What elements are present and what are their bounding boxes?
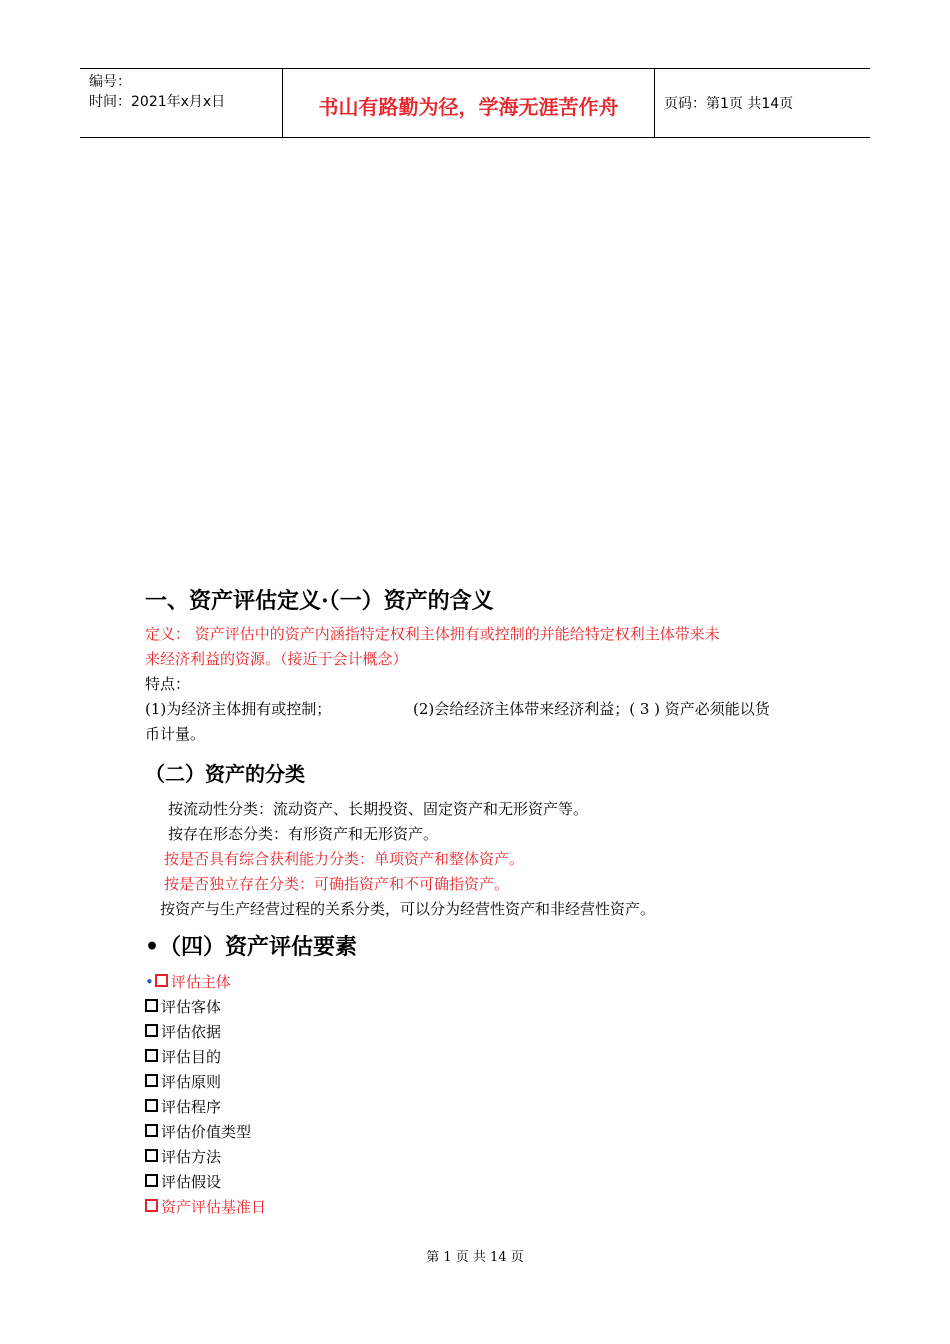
checkbox-square-icon <box>145 1049 158 1062</box>
element-item <box>145 1121 251 1142</box>
header-meta-cell <box>80 69 283 137</box>
element-label: 评估价值类型 <box>161 1123 252 1141</box>
element-item <box>145 971 231 992</box>
classification-item: 按流动性分类：流动资产、长期投资、固定资产和无形资产等。 <box>168 800 589 818</box>
feature-line-1b: (2)会给经济主体带来经济利益；( 3 ) 资产必须能以货 <box>413 700 770 718</box>
element-item <box>145 1171 221 1192</box>
element-label: 评估客体 <box>161 998 222 1016</box>
element-item <box>145 996 221 1017</box>
element-item <box>145 1146 221 1167</box>
feature-line-1a: (1)为经济主体拥有或控制； <box>145 700 332 718</box>
checkbox-square-icon <box>155 974 168 987</box>
bullet-icon: • <box>145 973 154 991</box>
element-label: 评估假设 <box>161 1173 222 1191</box>
checkbox-square-icon <box>145 999 158 1012</box>
element-label: 评估目的 <box>161 1048 222 1066</box>
document-number-label: 编号： <box>89 74 131 90</box>
page-footer: 第 1 页 共 14 页 <box>426 1250 524 1265</box>
element-label: 评估依据 <box>161 1023 222 1041</box>
checkbox-square-icon <box>145 1174 158 1187</box>
document-header <box>80 68 870 138</box>
section-4-title: •（四）资产评估要素 <box>145 934 358 960</box>
header-page-cell <box>656 69 870 137</box>
element-item <box>145 1046 221 1067</box>
classification-item: 按存在形态分类：有形资产和无形资产。 <box>168 825 439 843</box>
checkbox-square-icon <box>145 1099 158 1112</box>
checkbox-square-icon <box>145 1124 158 1137</box>
classification-item: 按是否具有综合获利能力分类：单项资产和整体资产。 <box>164 850 525 868</box>
element-label: 资产评估基准日 <box>161 1198 267 1216</box>
header-motto: 书山有路勤为径，学海无涯苦作舟 <box>318 95 619 119</box>
element-label: 评估程序 <box>161 1098 222 1116</box>
element-label: 评估方法 <box>161 1148 222 1166</box>
features-label: 特点： <box>145 675 191 693</box>
header-page-info: 页码：第1页 共14页 <box>664 96 794 112</box>
checkbox-square-icon <box>145 1199 158 1212</box>
element-item <box>145 1096 221 1117</box>
section-2-title: （二）资产的分类 <box>145 762 305 786</box>
classification-item: 按资产与生产经营过程的关系分类，可以分为经营性资产和非经营性资产。 <box>160 900 656 918</box>
element-label: 评估原则 <box>161 1073 222 1091</box>
element-item <box>145 1071 221 1092</box>
classification-item: 按是否独立存在分类：可确指资产和不可确指资产。 <box>164 875 510 893</box>
element-item <box>145 1196 266 1217</box>
definition-line-2: 来经济利益的资源。（接近于会计概念） <box>145 650 408 668</box>
feature-line-2: 币计量。 <box>145 725 206 743</box>
document-date-label: 时间：2021年x月x日 <box>89 94 226 110</box>
header-motto-cell <box>283 69 655 137</box>
element-label: 评估主体 <box>170 973 231 991</box>
checkbox-square-icon <box>145 1024 158 1037</box>
definition-line-1: 定义： 资产评估中的资产内涵指特定权利主体拥有或控制的并能给特定权利主体带来未 <box>145 625 720 643</box>
element-item <box>145 1021 221 1042</box>
checkbox-square-icon <box>145 1074 158 1087</box>
section-1-title: 一、资产评估定义·（一）资产的含义 <box>145 588 494 614</box>
checkbox-square-icon <box>145 1149 158 1162</box>
